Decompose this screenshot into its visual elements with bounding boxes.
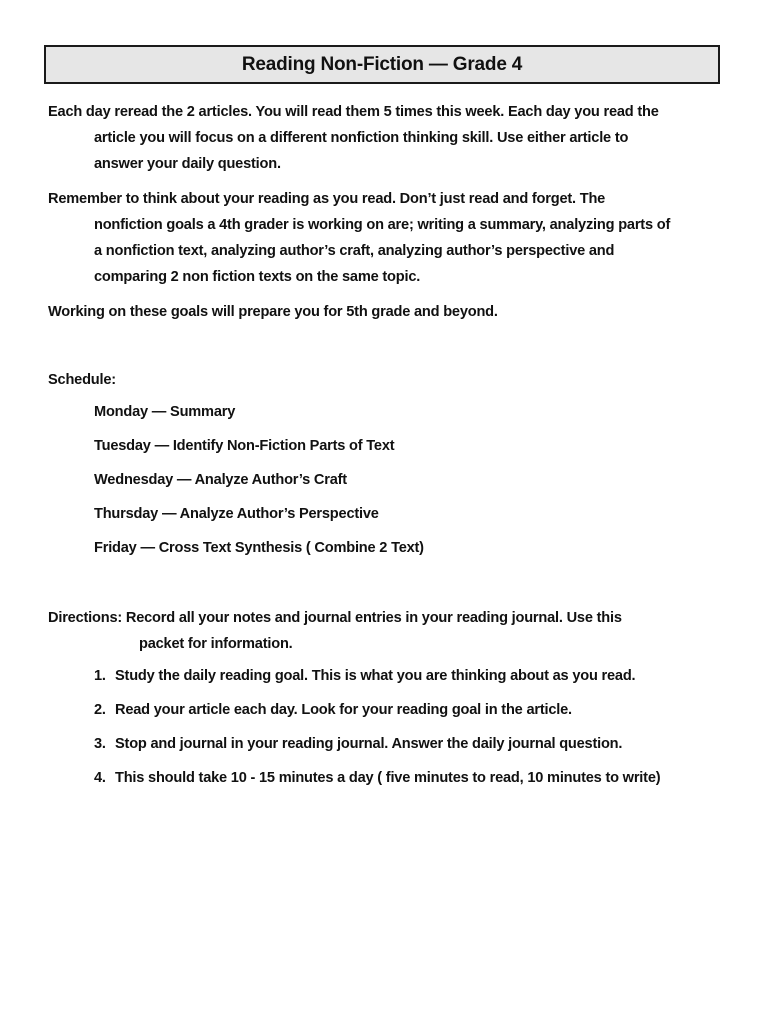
step-number: 2. — [94, 702, 106, 718]
remember-line: comparing 2 non fiction texts on the same topic. — [94, 269, 421, 285]
prepare-paragraph — [48, 299, 724, 325]
schedule-item-friday: Friday — Cross Text Synthesis ( Combine 2 Text) — [94, 540, 424, 556]
title-box — [44, 45, 720, 84]
direction-step — [94, 770, 660, 786]
direction-step — [94, 702, 572, 718]
intro-line: article you will focus on a different nonfiction thinking skill. Use either article to — [94, 130, 629, 146]
step-text: This should take 10 - 15 minutes a day ( five minutes to read, 10 minutes to write) — [115, 770, 661, 786]
page-title: Reading Non-Fiction — Grade 4 — [241, 53, 523, 75]
intro-line: answer your daily question. — [94, 156, 281, 172]
schedule-heading: Schedule: — [48, 372, 116, 388]
step-text: Stop and journal in your reading journal. Answer the daily journal question. — [115, 736, 623, 752]
prepare-line: Working on these goals will prepare you for 5th grade and beyond. — [48, 304, 498, 320]
schedule-item-monday: Monday — Summary — [94, 404, 236, 420]
remember-line: a nonfiction text, analyzing author’s craft, analyzing author’s perspective and — [94, 243, 615, 259]
step-number: 1. — [94, 668, 106, 684]
step-number: 3. — [94, 736, 106, 752]
intro-paragraph — [48, 99, 724, 177]
schedule-item-wednesday: Wednesday — Analyze Author’s Craft — [94, 472, 347, 488]
intro-line: Each day reread the 2 articles. You will read them 5 times this week. Each day you read the — [48, 104, 659, 120]
step-number: 4. — [94, 770, 106, 786]
step-text: Study the daily reading goal. This is what you are thinking about as you read. — [115, 668, 636, 684]
direction-step — [94, 736, 622, 752]
directions-line: Directions: Record all your notes and journal entries in your reading journal. Use this — [48, 610, 622, 626]
direction-step — [94, 668, 635, 684]
schedule-item-tuesday: Tuesday — Identify Non-Fiction Parts of Text — [94, 438, 395, 454]
remember-line: nonfiction goals a 4th grader is working on are; writing a summary, analyzing parts of — [94, 217, 671, 233]
remember-line: Remember to think about your reading as you read. Don’t just read and forget. The — [48, 191, 606, 207]
step-text: Read your article each day. Look for your reading goal in the article. — [115, 702, 572, 718]
directions-paragraph — [48, 605, 724, 657]
remember-paragraph — [48, 186, 724, 290]
directions-line: packet for information. — [139, 636, 293, 652]
schedule-item-thursday: Thursday — Analyze Author’s Perspective — [94, 506, 379, 522]
